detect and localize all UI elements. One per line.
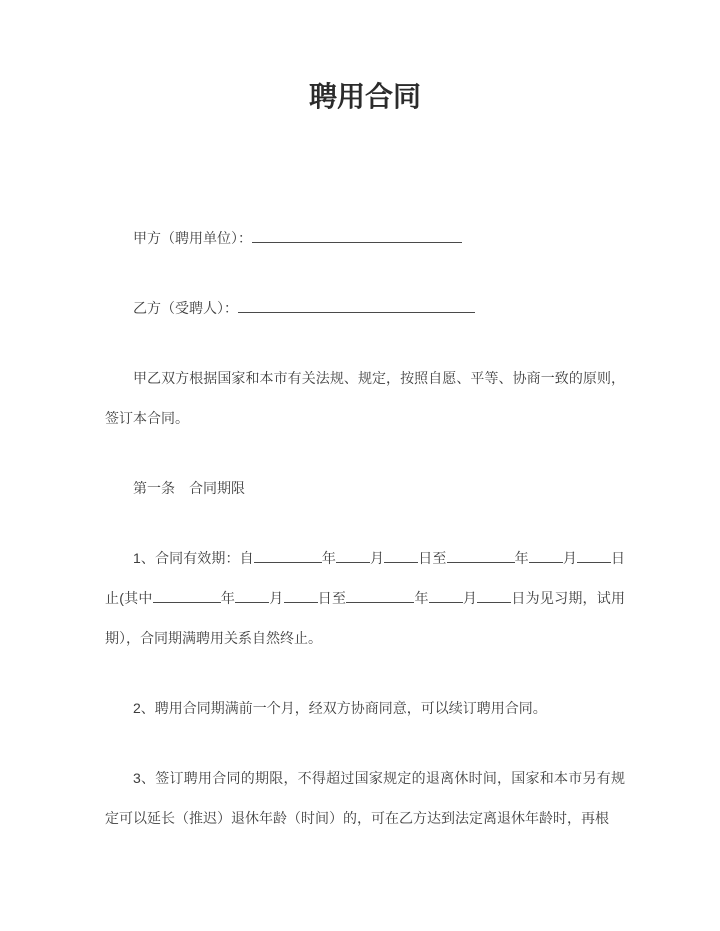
clause-text: 月 <box>369 550 385 566</box>
preamble-paragraph: 甲乙双方根据国家和本市有关法规、规定，按照自愿、平等、协商一致的原则，签订本合同。 <box>105 370 625 426</box>
document-title: 聘用合同 <box>308 82 421 113</box>
clause-text: 日至 <box>317 590 347 606</box>
clause-2-renewal: 2、聘用合同期满前一个月，经双方协商同意，可以续订聘用合同。 <box>133 700 547 716</box>
clause-text: 日为见习期，试用期），合同期满聘用关系自然终止。 <box>105 590 626 646</box>
clause-text: 年 <box>414 590 429 606</box>
clause-text: 日至 <box>418 550 447 566</box>
clause-text: 1、合同有效期：自 <box>133 550 254 566</box>
clause-text: 年 <box>514 550 529 566</box>
party-b-line <box>105 288 625 328</box>
clause-text: 年 <box>321 550 336 566</box>
fill-in-blank <box>477 589 511 603</box>
fill-in-blank <box>284 589 318 603</box>
fill-in-blank <box>235 589 269 603</box>
fill-in-blank <box>346 589 414 603</box>
clause-text: 月 <box>269 590 284 606</box>
article-1-heading: 第一条 合同期限 <box>133 480 245 496</box>
fill-in-blank <box>577 549 611 563</box>
party-a-blank-field <box>252 229 462 243</box>
clause-text: 月 <box>562 550 577 566</box>
fill-in-blank <box>153 589 221 603</box>
fill-in-blank <box>336 549 370 563</box>
party-a-line <box>105 218 625 258</box>
party-a-label: 甲方（聘用单位）： <box>133 230 252 246</box>
party-b-blank-field <box>238 299 475 313</box>
fill-in-blank <box>529 549 563 563</box>
clause-1-contract-validity <box>105 538 625 658</box>
clause-text: 月 <box>462 590 478 606</box>
fill-in-blank <box>384 549 418 563</box>
fill-in-blank <box>254 549 322 563</box>
fill-in-blank <box>429 589 463 603</box>
document-body <box>105 358 625 838</box>
party-b-label: 乙方（受聘人）： <box>133 300 238 316</box>
clause-3-retirement-limit: 3、签订聘用合同的期限，不得超过国家规定的退离休时间，国家和本市另有规定可以延长（推迟）退休年龄（时间）的，可在乙方达到法定离退休年龄时，再根 <box>105 770 625 826</box>
fill-in-blank <box>447 549 515 563</box>
clause-text: 日止(其中 <box>105 550 626 606</box>
clause-text: 年 <box>220 590 236 606</box>
